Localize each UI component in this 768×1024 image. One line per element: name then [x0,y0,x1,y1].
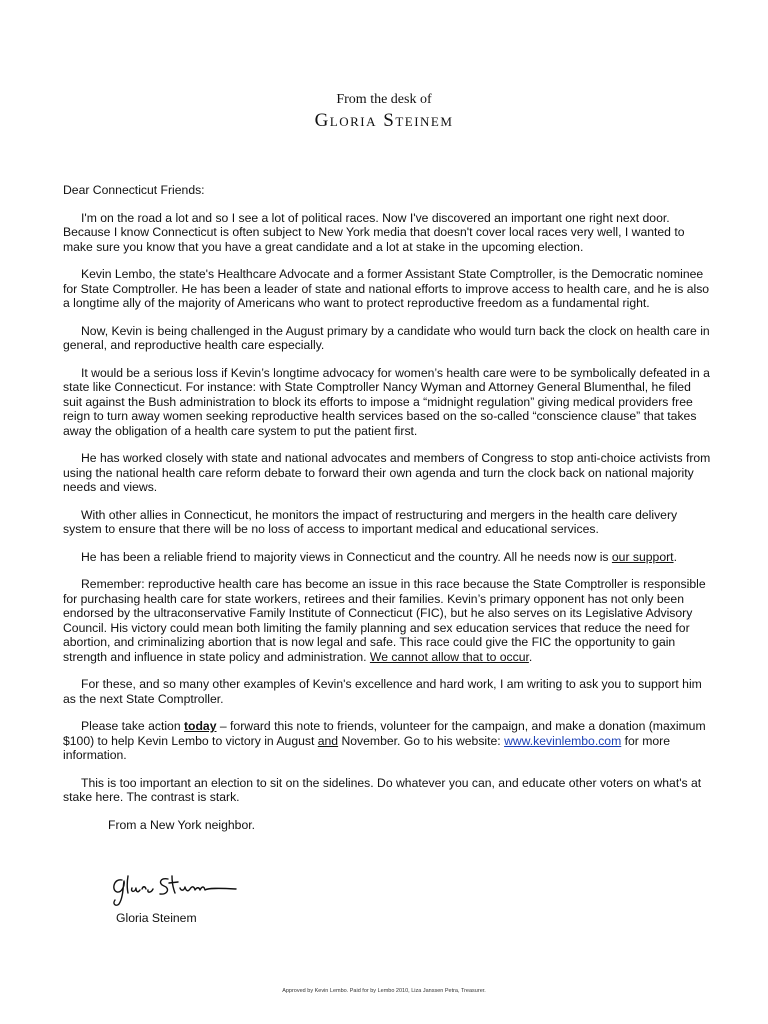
paragraph-9: For these, and so many other examples of Kevin's excellence and hard work, I am writing to ask you to support him as the next State Comptroller. [63,677,702,706]
salutation: Dear Connecticut Friends: [63,183,205,197]
paragraph-4: It would be a serious loss if Kevin’s longtime advocacy for women’s health care were to be symbolically defeated in a state like Connecticut. For instance: with State Comptroller Nancy Wyman and Attorney General Blumenthal, he filed suit against the Bush administration to block its efforts to impose a “midnight regulation” giving medical providers free reign to turn away women seeking reproductive health services based on the so-called “conscience clause” that takes away the obligation of a health care system to put the patient first. [63,365,710,438]
letterhead-name: Gloria Steinem [314,110,454,131]
closing-line: From a New York neighbor. [108,817,256,832]
and-underlined: and [317,733,339,748]
paragraph-10-a: Please take action [81,719,184,733]
paragraph-3: Now, Kevin is being challenged in the August primary by a candidate who would turn back the clock on health care in general, and reproductive health care especially. [63,323,710,352]
paragraph-10-b: – forward this note to friends, volunteer for the campaign, and make a donation (maximum $100) to help Kevin Lembo to victory in August [63,719,706,748]
paragraph-10 [63,719,711,763]
today-emphasis: today [183,719,217,733]
from-desk-text: From the desk of [336,92,432,107]
paragraph-11: This is too important an election to sit on the sidelines. Do whatever you can, and educate other voters on what's at stake here. The contrast is stark. [63,775,702,804]
paragraph-6: With other allies in Connecticut, he monitors the impact of restructuring and mergers in the health care delivery system to ensure that there will be no loss of access to important medical and educational services. [63,507,678,536]
footer-disclaimer: Approved by Kevin Lembo. Paid for by Lembo 2010, Liza Janssen Petra, Treasurer. [282,988,486,994]
paragraph-7-end: . [673,549,677,564]
paragraph-1: I'm on the road a lot and so I see a lot of political races. Now I've discovered an important one right next door. Because I know Connecticut is often subject to New York media that doesn't cover local races very well, I wanted to make sure you know that you have a great candidate and a lot at stake in the upcoming election. [63,210,685,254]
paragraph-8-end: . [528,649,533,664]
letterhead [0,91,768,132]
paragraph-10-d: for more information. [63,733,671,762]
website-link[interactable]: www.kevinlembo.com [504,733,622,748]
handwritten-signature-icon [108,868,238,908]
our-support-underlined: our support [611,549,674,564]
letter-body [63,183,711,832]
signer-name: Gloria Steinem [116,911,197,925]
paragraph-8-text: Remember: reproductive health care has become an issue in this race because the State Comptroller is responsible for purchasing health care for state workers, retirees and their families. Kevin’s primary opponent has not only been endorsed by the ultraconservative Family Institute of Connecticut (FIC), but he also serves on its Legislative Advisory Council. His victory could mean both limiting the family planning and sex education services that reduce the need for abortion, and criminalizing abortion that is now legal and safe. This race could give the FIC the opportunity to gain strength and influence in state policy and administration. [63,577,706,664]
paragraph-7 [63,550,711,565]
cannot-allow-underlined: We cannot allow that to occur [369,649,529,664]
paragraph-10-c: November. Go to his website: [338,733,505,748]
paragraph-5: He has worked closely with state and national advocates and members of Congress to stop anti-choice activists from using the national health care reform debate to forward their own agenda and turn the clock back on national majority needs and views. [63,451,711,494]
paragraph-7-text: He has been a reliable friend to majority views in Connecticut and the country. All he needs now is [81,549,612,564]
paragraph-8 [63,577,711,664]
paragraph-2: Kevin Lembo, the state's Healthcare Advocate and a former Assistant State Comptroller, is the Democratic nominee for State Comptroller. He has been a leader of state and national efforts to improve access to health care, and he is also a longtime ally of the majority of Americans who want to protect reproductive freedom as a fundamental right. [63,267,710,310]
